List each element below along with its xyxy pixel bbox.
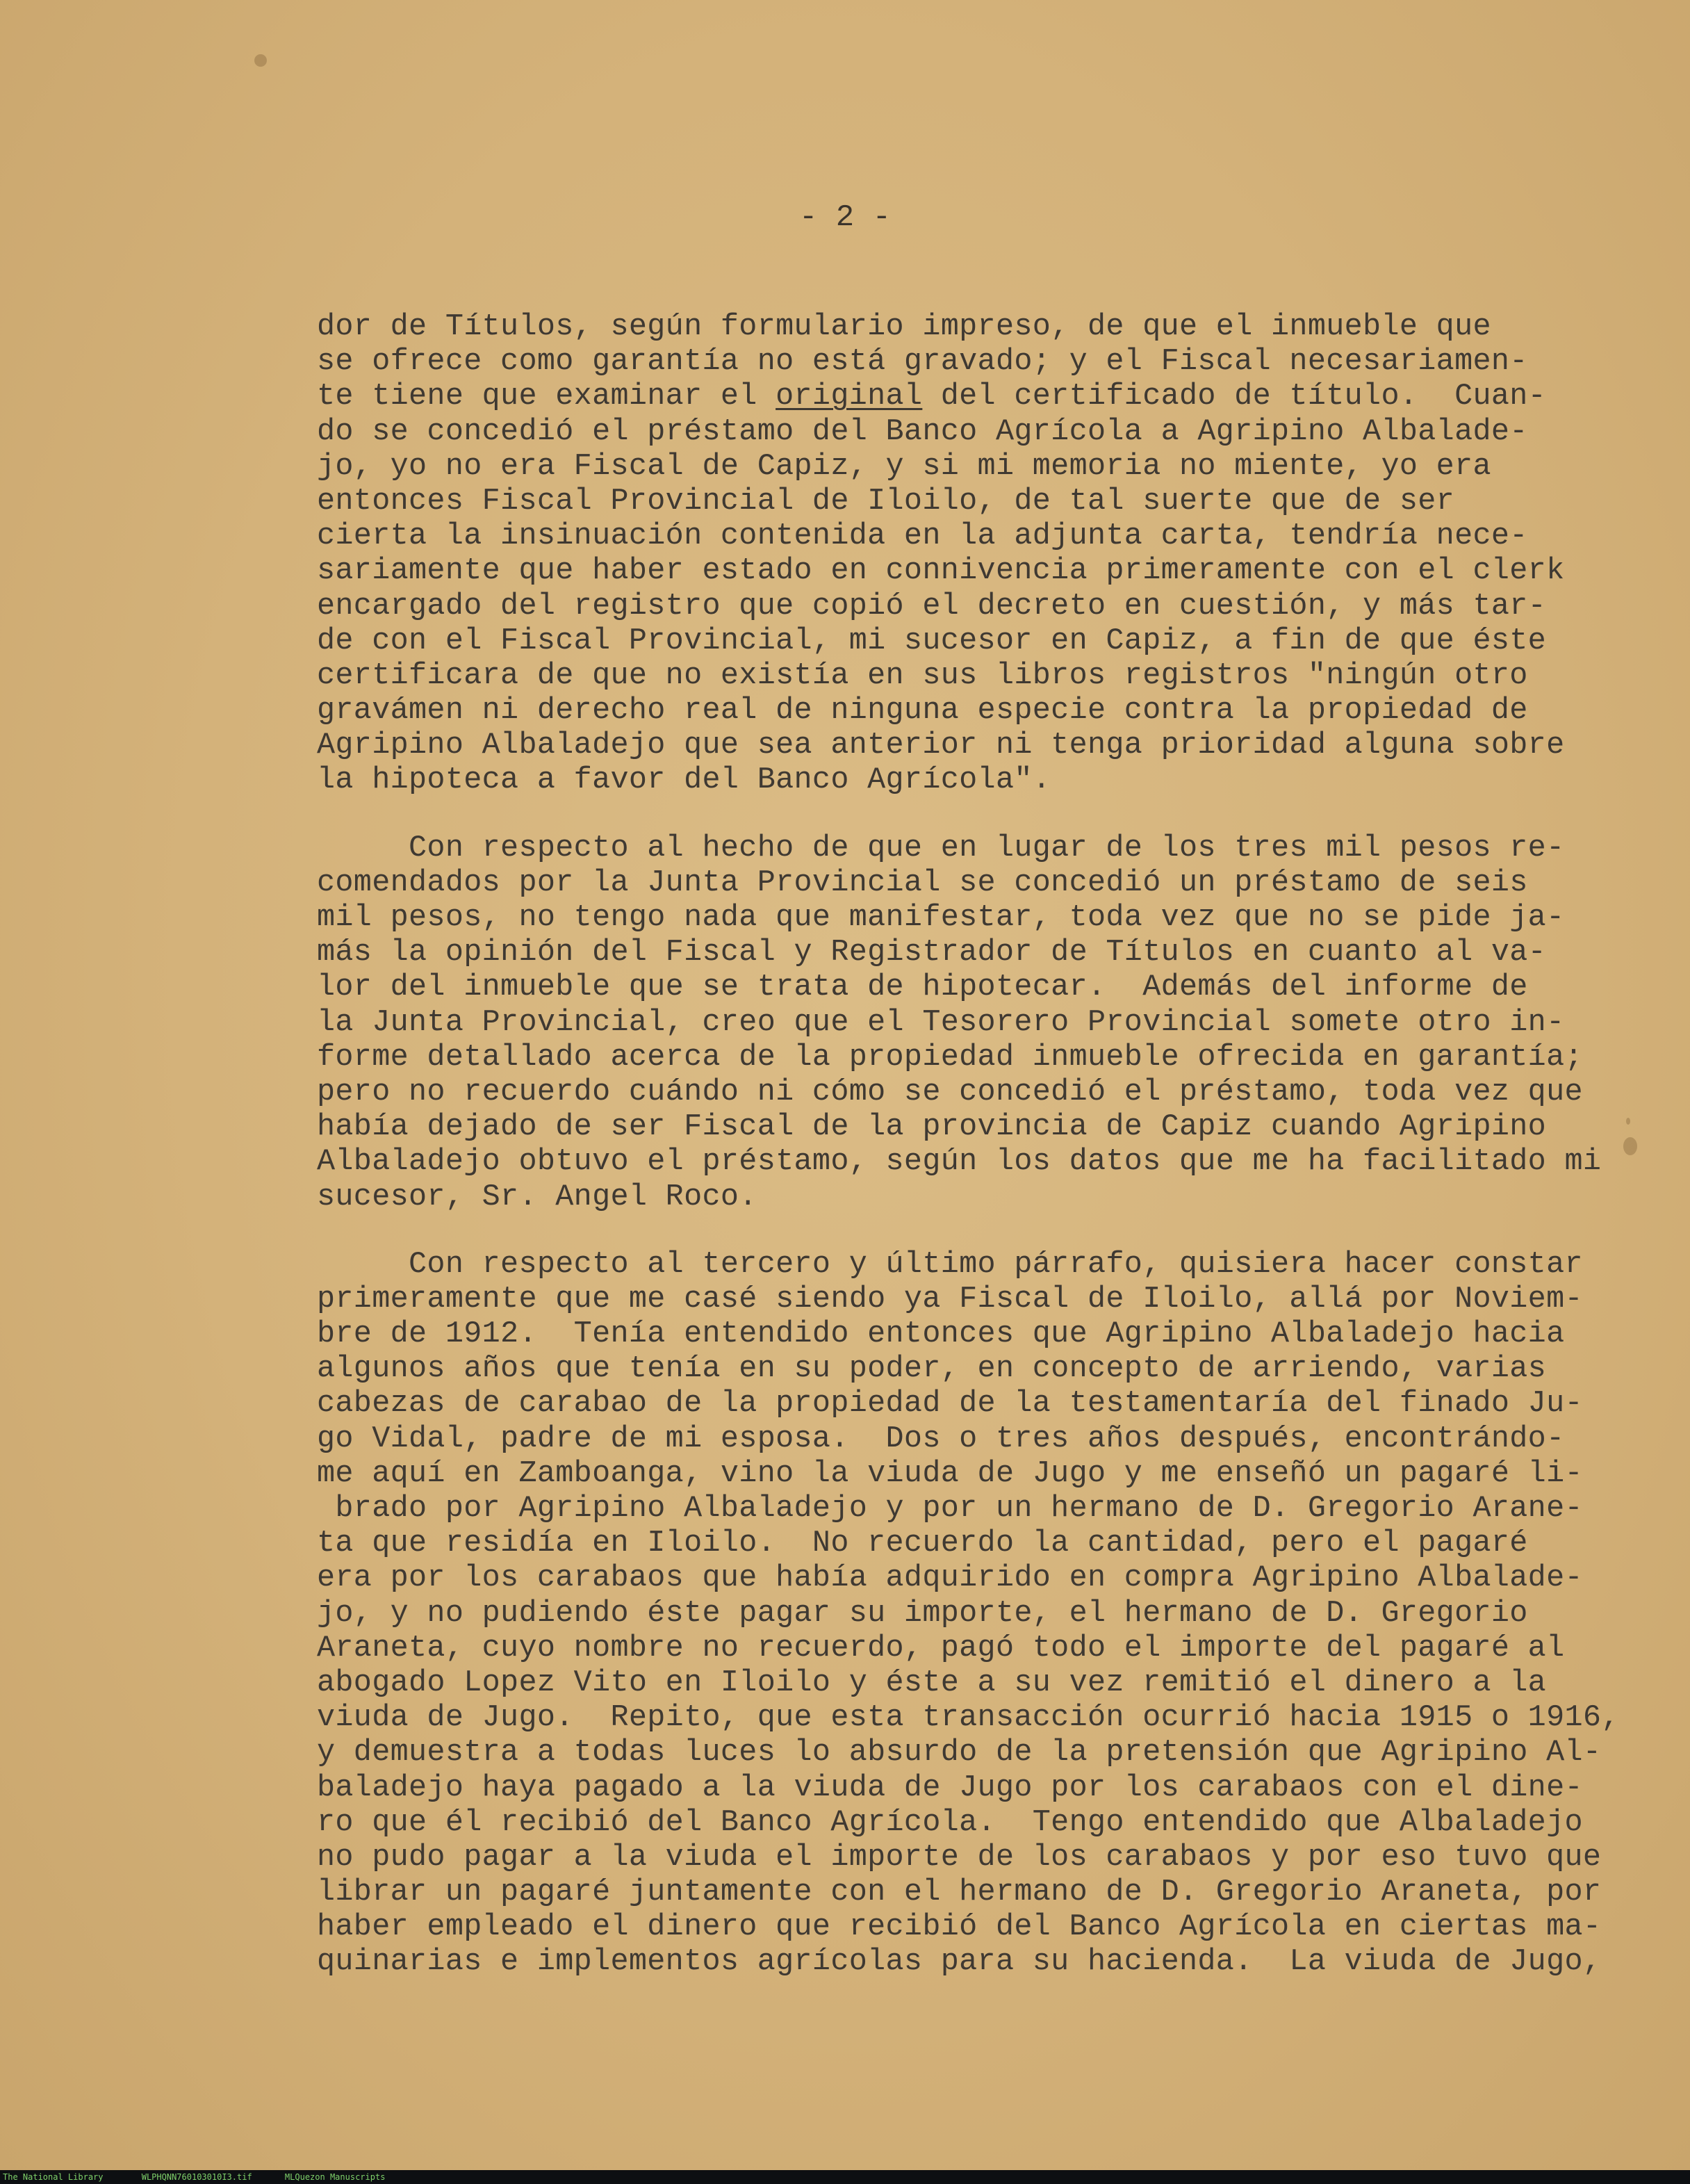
- text-line: me aquí en Zamboanga, vino la viuda de Jugo y me enseñó un pagaré li-: [317, 1456, 1583, 1491]
- text-line: sariamente que haber estado en connivencia primeramente con el clerk: [317, 554, 1565, 589]
- text-line: mil pesos, no tengo nada que manifestar, toda vez que no se pide ja-: [317, 901, 1565, 935]
- text-line: pero no recuerdo cuándo ni cómo se concedió el préstamo, toda vez que: [317, 1075, 1583, 1109]
- text-line: go Vidal, padre de mi esposa. Dos o tres años después, encontrándo-: [317, 1421, 1565, 1456]
- footer-collection: MLQuezon Manuscripts: [284, 2172, 386, 2182]
- text-line: primeramente que me casé siendo ya Fiscal de Iloilo, allá por Noviem-: [317, 1282, 1583, 1317]
- document-body: [317, 310, 1620, 1980]
- text-line: más la opinión del Fiscal y Registrador de Títulos en cuanto al va-: [317, 936, 1547, 970]
- text-line: Agripino Albaladejo que sea anterior ni tenga prioridad alguna sobre: [317, 728, 1565, 763]
- text-line: era por los carabaos que había adquirido en compra Agripino Albalade-: [317, 1561, 1583, 1596]
- paragraph: [317, 1247, 1620, 1980]
- text-line: gravámen ni derecho real de ninguna especie contra la propiedad de: [317, 694, 1528, 728]
- page-number: - 2 -: [798, 200, 892, 235]
- text-line: ta que residía en Iloilo. No recuerdo la cantidad, pero el pagaré: [317, 1526, 1528, 1561]
- text-line: había dejado de ser Fiscal de la provincia de Capiz cuando Agripino: [317, 1110, 1547, 1145]
- text-line: certificara de que no existía en sus libros registros "ningún otro: [317, 658, 1528, 693]
- text-line: algunos años que tenía en su poder, en concepto de arriendo, varias: [317, 1352, 1547, 1387]
- paragraph: [317, 831, 1609, 1215]
- text-line: de con el Fiscal Provincial, mi sucesor en Capiz, a fin de que éste: [317, 624, 1547, 658]
- text-line: quinarias e implementos agrícolas para su hacienda. La viuda de Jugo,: [317, 1945, 1602, 1980]
- text-line: forme detallado acerca de la propiedad inmueble ofrecida en garantía;: [317, 1040, 1583, 1075]
- text-line: abogado Lopez Vito en Iloilo y éste a su vez remitió el dinero a la: [317, 1665, 1547, 1700]
- text-line: Albaladejo obtuvo el préstamo, según los datos que me ha facilitado mi: [317, 1145, 1602, 1180]
- paper-stain: [254, 54, 267, 67]
- text-line: viuda de Jugo. Repito, que esta transacción ocurrió hacia 1915 o 1916,: [317, 1701, 1620, 1736]
- text-line: dor de Títulos, según formulario impreso, de que el inmueble que: [317, 310, 1491, 344]
- footer-library: The National Library: [3, 2172, 104, 2182]
- text-line: comendados por la Junta Provincial se concedió un préstamo de seis: [317, 865, 1528, 900]
- text-line: haber empleado el dinero que recibió del Banco Agrícola en ciertas ma-: [317, 1910, 1602, 1945]
- text-line: librar un pagaré juntamente con el hermano de D. Gregorio Araneta, por: [317, 1875, 1602, 1910]
- text-line: cabezas de carabao de la propiedad de la testamentaría del finado Ju-: [317, 1387, 1583, 1421]
- text-line: sucesor, Sr. Angel Roco.: [317, 1180, 757, 1214]
- text-line: jo, yo no era Fiscal de Capiz, y si mi memoria no miente, yo era: [317, 449, 1491, 484]
- text-line: y demuestra a todas luces lo absurdo de la pretensión que Agripino Al-: [317, 1736, 1602, 1770]
- text-line: se ofrece como garantía no está gravado; y el Fiscal necesariamen-: [317, 345, 1528, 380]
- paragraph-gap: [317, 1215, 1609, 1248]
- paragraph-gap: [317, 799, 1609, 831]
- paper-stain: [1626, 1118, 1630, 1125]
- text-line: Con respecto al tercero y último párrafo, quisiera hacer constar: [317, 1247, 1583, 1282]
- paragraph: [317, 310, 1609, 799]
- text-line: cierta la insinuación contenida en la adjunta carta, tendría nece-: [317, 519, 1528, 554]
- text-line: Con respecto al hecho de que en lugar de los tres mil pesos re-: [317, 831, 1565, 865]
- text-line: entonces Fiscal Provincial de Iloilo, de tal suerte que de ser: [317, 484, 1455, 519]
- archive-footer: [0, 2170, 1690, 2184]
- text-line: no pudo pagar a la viuda el importe de los carabaos y por eso tuvo que: [317, 1840, 1602, 1875]
- text-line: brado por Agripino Albaladejo y por un hermano de D. Gregorio Arane-: [317, 1492, 1583, 1526]
- footer-file-id: WLPHQNN760103010I3.tif: [141, 2172, 252, 2182]
- text-line: Araneta, cuyo nombre no recuerdo, pagó todo el importe del pagaré al: [317, 1631, 1565, 1665]
- underlined-word: original: [776, 380, 923, 414]
- text-line: jo, y no pudiendo éste pagar su importe, el hermano de D. Gregorio: [317, 1596, 1528, 1631]
- text-line: la hipoteca a favor del Banco Agrícola".: [317, 763, 1051, 798]
- text-line: lor del inmueble que se trata de hipotecar. Además del informe de: [317, 970, 1528, 1005]
- text-line: bre de 1912. Tenía entendido entonces que Agripino Albaladejo hacia: [317, 1317, 1565, 1352]
- text-line: ro que él recibió del Banco Agrícola. Tengo entendido que Albaladejo: [317, 1805, 1583, 1840]
- text-line: la Junta Provincial, creo que el Tesorero Provincial somete otro in-: [317, 1005, 1565, 1040]
- text-line: do se concedió el préstamo del Banco Agrícola a Agripino Albalade-: [317, 414, 1528, 449]
- paper-stain: [1623, 1137, 1637, 1155]
- text-line: te tiene que examinar el original del certificado de título. Cuan-: [317, 380, 1547, 414]
- text-line: baladejo haya pagado a la viuda de Jugo por los carabaos con el dine-: [317, 1770, 1583, 1805]
- text-line: encargado del registro que copió el decreto en cuestión, y más tar-: [317, 589, 1547, 624]
